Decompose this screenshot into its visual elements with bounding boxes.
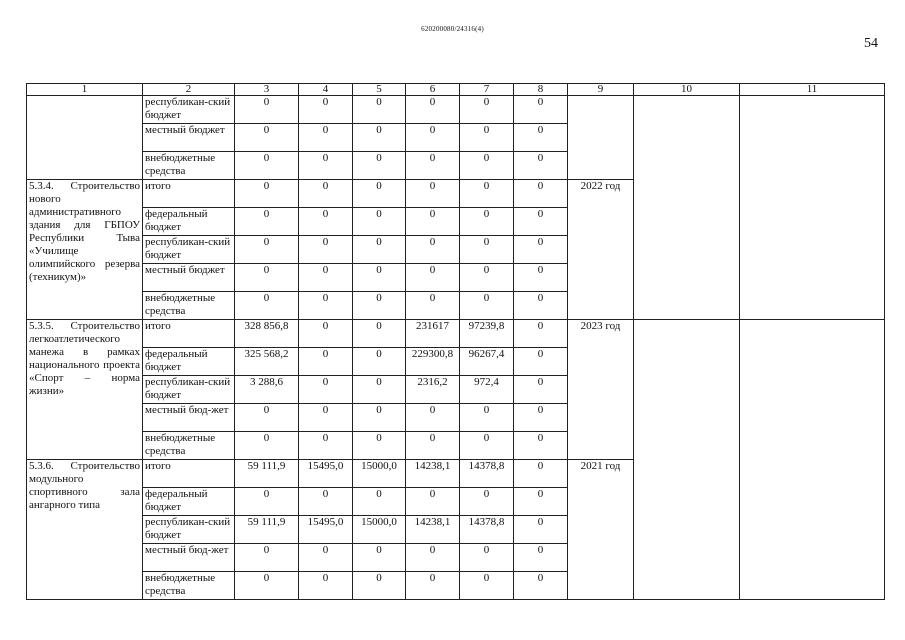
amount-cell: 0: [353, 544, 406, 572]
amount-cell: 0: [353, 488, 406, 516]
amount-cell: 0: [299, 264, 353, 292]
amount-cell: 0: [460, 152, 514, 180]
amount-cell: 0: [353, 236, 406, 264]
amount-cell: 0: [235, 488, 299, 516]
amount-cell: 0: [353, 96, 406, 124]
column-header: 7: [460, 84, 514, 96]
amount-cell: 0: [514, 236, 568, 264]
amount-cell: 0: [406, 124, 460, 152]
amount-cell: 0: [406, 292, 460, 320]
amount-cell: 0: [299, 152, 353, 180]
amount-cell: 0: [299, 180, 353, 208]
amount-cell: 97239,8: [460, 320, 514, 348]
amount-cell: 0: [460, 124, 514, 152]
responsible-cell: [634, 320, 740, 600]
budget-table: [26, 83, 885, 600]
amount-cell: 15495,0: [299, 460, 353, 488]
amount-cell: 0: [514, 152, 568, 180]
amount-cell: 0: [299, 404, 353, 432]
amount-cell: 0: [514, 264, 568, 292]
amount-cell: 0: [406, 208, 460, 236]
amount-cell: 0: [406, 572, 460, 600]
deadline-year: 2023 год: [568, 320, 634, 460]
column-number-row: [27, 84, 885, 96]
amount-cell: 0: [235, 152, 299, 180]
funding-source: внебюджетные средства: [143, 152, 235, 180]
amount-cell: 0: [514, 488, 568, 516]
amount-cell: 0: [514, 404, 568, 432]
amount-cell: 0: [353, 432, 406, 460]
amount-cell: 0: [299, 488, 353, 516]
amount-cell: 15000,0: [353, 460, 406, 488]
amount-cell: 328 856,8: [235, 320, 299, 348]
amount-cell: 0: [514, 292, 568, 320]
column-header: 1: [27, 84, 143, 96]
amount-cell: 0: [353, 124, 406, 152]
amount-cell: 0: [235, 236, 299, 264]
amount-cell: 0: [299, 236, 353, 264]
amount-cell: 0: [460, 208, 514, 236]
column-header: 9: [568, 84, 634, 96]
amount-cell: 0: [514, 376, 568, 404]
amount-cell: 0: [353, 572, 406, 600]
deadline-year: 2022 год: [568, 180, 634, 320]
funding-source: республикан-ский бюджет: [143, 236, 235, 264]
deadline-year: 2021 год: [568, 460, 634, 600]
amount-cell: 14238,1: [406, 460, 460, 488]
amount-cell: 0: [514, 320, 568, 348]
amount-cell: 0: [353, 152, 406, 180]
result-cell: [740, 320, 885, 600]
funding-source: местный бюд-жет: [143, 544, 235, 572]
column-header: 2: [143, 84, 235, 96]
amount-cell: 0: [406, 152, 460, 180]
amount-cell: 0: [514, 460, 568, 488]
funding-source: итого: [143, 320, 235, 348]
amount-cell: 0: [299, 572, 353, 600]
amount-cell: 0: [353, 320, 406, 348]
amount-cell: 0: [514, 544, 568, 572]
funding-source: внебюджетные средства: [143, 432, 235, 460]
amount-cell: 0: [353, 292, 406, 320]
amount-cell: 0: [353, 180, 406, 208]
page-number: 54: [864, 36, 878, 51]
amount-cell: 0: [235, 208, 299, 236]
amount-cell: 0: [406, 404, 460, 432]
amount-cell: 0: [406, 432, 460, 460]
amount-cell: 0: [406, 236, 460, 264]
amount-cell: 0: [460, 488, 514, 516]
amount-cell: 0: [299, 544, 353, 572]
item-description: 5.3.6. Строительство модульного спортивного зала ангарного типа: [27, 460, 143, 600]
amount-cell: 0: [514, 432, 568, 460]
column-header: 8: [514, 84, 568, 96]
amount-cell: 0: [235, 572, 299, 600]
amount-cell: 0: [235, 404, 299, 432]
amount-cell: 0: [406, 544, 460, 572]
amount-cell: 0: [299, 432, 353, 460]
amount-cell: 0: [235, 124, 299, 152]
amount-cell: 0: [299, 124, 353, 152]
amount-cell: 0: [406, 96, 460, 124]
amount-cell: 0: [406, 488, 460, 516]
amount-cell: 0: [235, 544, 299, 572]
funding-source: внебюджетные средства: [143, 572, 235, 600]
deadline-year: [568, 96, 634, 180]
amount-cell: 0: [460, 264, 514, 292]
amount-cell: 0: [299, 348, 353, 376]
amount-cell: 0: [299, 208, 353, 236]
amount-cell: 0: [460, 432, 514, 460]
amount-cell: 14378,8: [460, 460, 514, 488]
amount-cell: 0: [514, 124, 568, 152]
amount-cell: 0: [353, 264, 406, 292]
amount-cell: 0: [299, 320, 353, 348]
amount-cell: 0: [299, 292, 353, 320]
amount-cell: 0: [460, 572, 514, 600]
funding-source: республикан-ский бюджет: [143, 376, 235, 404]
amount-cell: 14238,1: [406, 516, 460, 544]
amount-cell: 0: [460, 180, 514, 208]
column-header: 5: [353, 84, 406, 96]
amount-cell: 325 568,2: [235, 348, 299, 376]
amount-cell: 0: [514, 348, 568, 376]
document-id: 620200080/24316(4): [421, 25, 484, 33]
amount-cell: 0: [514, 516, 568, 544]
funding-source: федеральный бюджет: [143, 488, 235, 516]
amount-cell: 0: [514, 180, 568, 208]
amount-cell: 972,4: [460, 376, 514, 404]
column-header: 11: [740, 84, 885, 96]
amount-cell: 0: [460, 96, 514, 124]
amount-cell: 0: [299, 376, 353, 404]
column-header: 10: [634, 84, 740, 96]
funding-source: республикан-ский бюджет: [143, 96, 235, 124]
amount-cell: 0: [514, 572, 568, 600]
column-header: 4: [299, 84, 353, 96]
funding-source: местный бюджет: [143, 264, 235, 292]
funding-source: внебюджетные средства: [143, 292, 235, 320]
amount-cell: 229300,8: [406, 348, 460, 376]
responsible-cell: [634, 96, 740, 320]
amount-cell: 0: [353, 208, 406, 236]
amount-cell: 0: [235, 292, 299, 320]
amount-cell: 0: [235, 264, 299, 292]
amount-cell: 0: [353, 348, 406, 376]
amount-cell: 15000,0: [353, 516, 406, 544]
table-row: [27, 320, 885, 348]
amount-cell: 14378,8: [460, 516, 514, 544]
amount-cell: 0: [299, 96, 353, 124]
amount-cell: 3 288,6: [235, 376, 299, 404]
amount-cell: 0: [460, 544, 514, 572]
amount-cell: 0: [406, 180, 460, 208]
amount-cell: 0: [235, 432, 299, 460]
column-header: 6: [406, 84, 460, 96]
item-description: 5.3.4. Строительство нового административного здания для ГБПОУ Республики Тыва «Училище олимпийского резерва (техникум)»: [27, 180, 143, 320]
amount-cell: 0: [460, 292, 514, 320]
amount-cell: 0: [514, 96, 568, 124]
column-header: 3: [235, 84, 299, 96]
amount-cell: 2316,2: [406, 376, 460, 404]
funding-source: итого: [143, 460, 235, 488]
amount-cell: 15495,0: [299, 516, 353, 544]
amount-cell: 0: [235, 96, 299, 124]
amount-cell: 0: [460, 404, 514, 432]
item-description: 5.3.5. Строительство легкоатлетического манежа в рамках национального проекта «Спорт – норма жизни»: [27, 320, 143, 460]
funding-source: федеральный бюджет: [143, 348, 235, 376]
amount-cell: 0: [514, 208, 568, 236]
funding-source: республикан-ский бюджет: [143, 516, 235, 544]
amount-cell: 0: [353, 404, 406, 432]
amount-cell: 0: [406, 264, 460, 292]
item-description: [27, 96, 143, 180]
funding-source: федеральный бюджет: [143, 208, 235, 236]
amount-cell: 59 111,9: [235, 460, 299, 488]
amount-cell: 96267,4: [460, 348, 514, 376]
amount-cell: 0: [353, 376, 406, 404]
result-cell: [740, 96, 885, 320]
amount-cell: 0: [460, 236, 514, 264]
amount-cell: 231617: [406, 320, 460, 348]
funding-source: итого: [143, 180, 235, 208]
table-row: [27, 96, 885, 124]
funding-source: местный бюджет: [143, 124, 235, 152]
funding-source: местный бюд-жет: [143, 404, 235, 432]
amount-cell: 0: [235, 180, 299, 208]
amount-cell: 59 111,9: [235, 516, 299, 544]
